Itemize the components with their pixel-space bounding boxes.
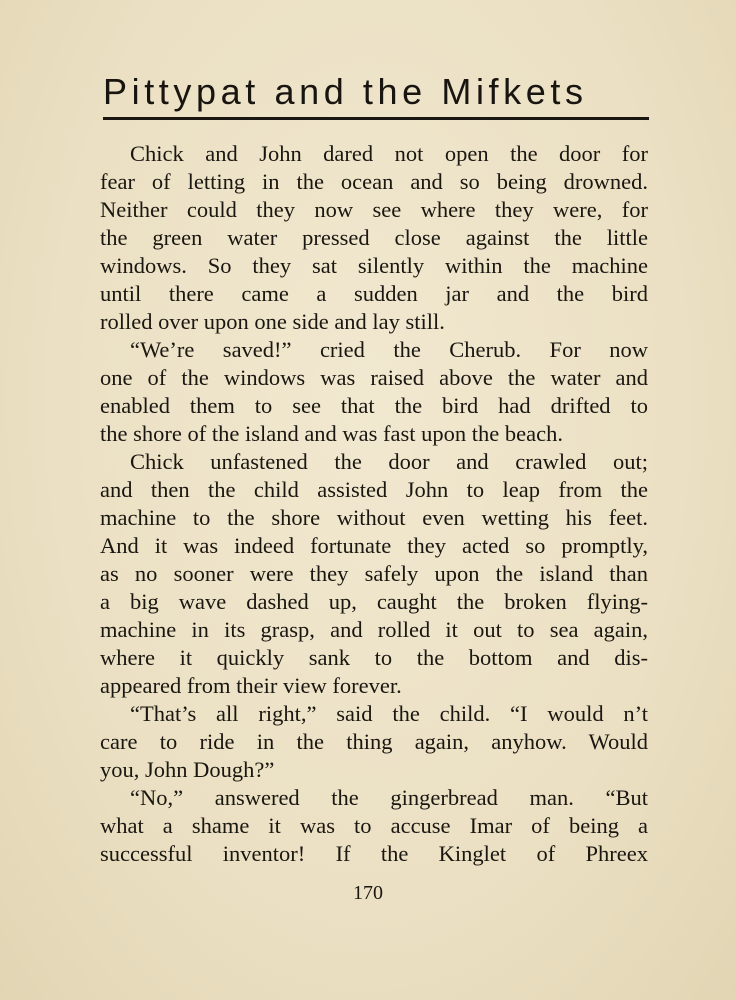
text-line: enabled them to see that the bird had drifted to — [100, 393, 648, 418]
text-line: a big wave dashed up, caught the broken flying- — [100, 589, 648, 614]
page-number: 170 — [353, 882, 383, 904]
text-line: machine in its grasp, and rolled it out to sea again, — [100, 617, 648, 642]
text-line: you, John Dough?” — [100, 757, 275, 782]
text-line: Chick and John dared not open the door for — [130, 141, 648, 166]
header-rule — [103, 117, 649, 120]
text-line: machine to the shore without even wetting his feet. — [100, 505, 648, 530]
text-line: And it was indeed fortunate they acted so promptly, — [100, 533, 648, 558]
text-line: where it quickly sank to the bottom and dis- — [100, 645, 648, 670]
text-line: care to ride in the thing again, anyhow. Would — [100, 729, 648, 754]
running-header — [103, 70, 651, 120]
text-line: one of the windows was raised above the water and — [100, 365, 648, 390]
text-line: Neither could they now see where they were, for — [100, 197, 648, 222]
text-line: what a shame it was to accuse Imar of being a — [100, 813, 648, 838]
text-line: the green water pressed close against the little — [100, 225, 648, 250]
running-title: Pittypat and the Mifkets — [103, 71, 588, 112]
text-line: “We’re saved!” cried the Cherub. For now — [130, 337, 648, 362]
text-line: appeared from their view forever. — [100, 673, 402, 698]
text-line: Chick unfastened the door and crawled out; — [130, 449, 648, 474]
text-line: the shore of the island and was fast upon the beach. — [100, 421, 563, 446]
body-text — [100, 140, 648, 868]
text-line: rolled over upon one side and lay still. — [100, 309, 445, 334]
text-line: successful inventor! If the Kinglet of Phreex — [100, 841, 648, 866]
text-line: “No,” answered the gingerbread man. “But — [130, 785, 648, 810]
text-line: until there came a sudden jar and the bird — [100, 281, 648, 306]
text-line: windows. So they sat silently within the machine — [100, 253, 648, 278]
text-line: “That’s all right,” said the child. “I would n’t — [130, 701, 648, 726]
text-line: and then the child assisted John to leap from the — [100, 477, 648, 502]
text-line: fear of letting in the ocean and so being drowned. — [100, 169, 648, 194]
text-line: as no sooner were they safely upon the island than — [100, 561, 648, 586]
